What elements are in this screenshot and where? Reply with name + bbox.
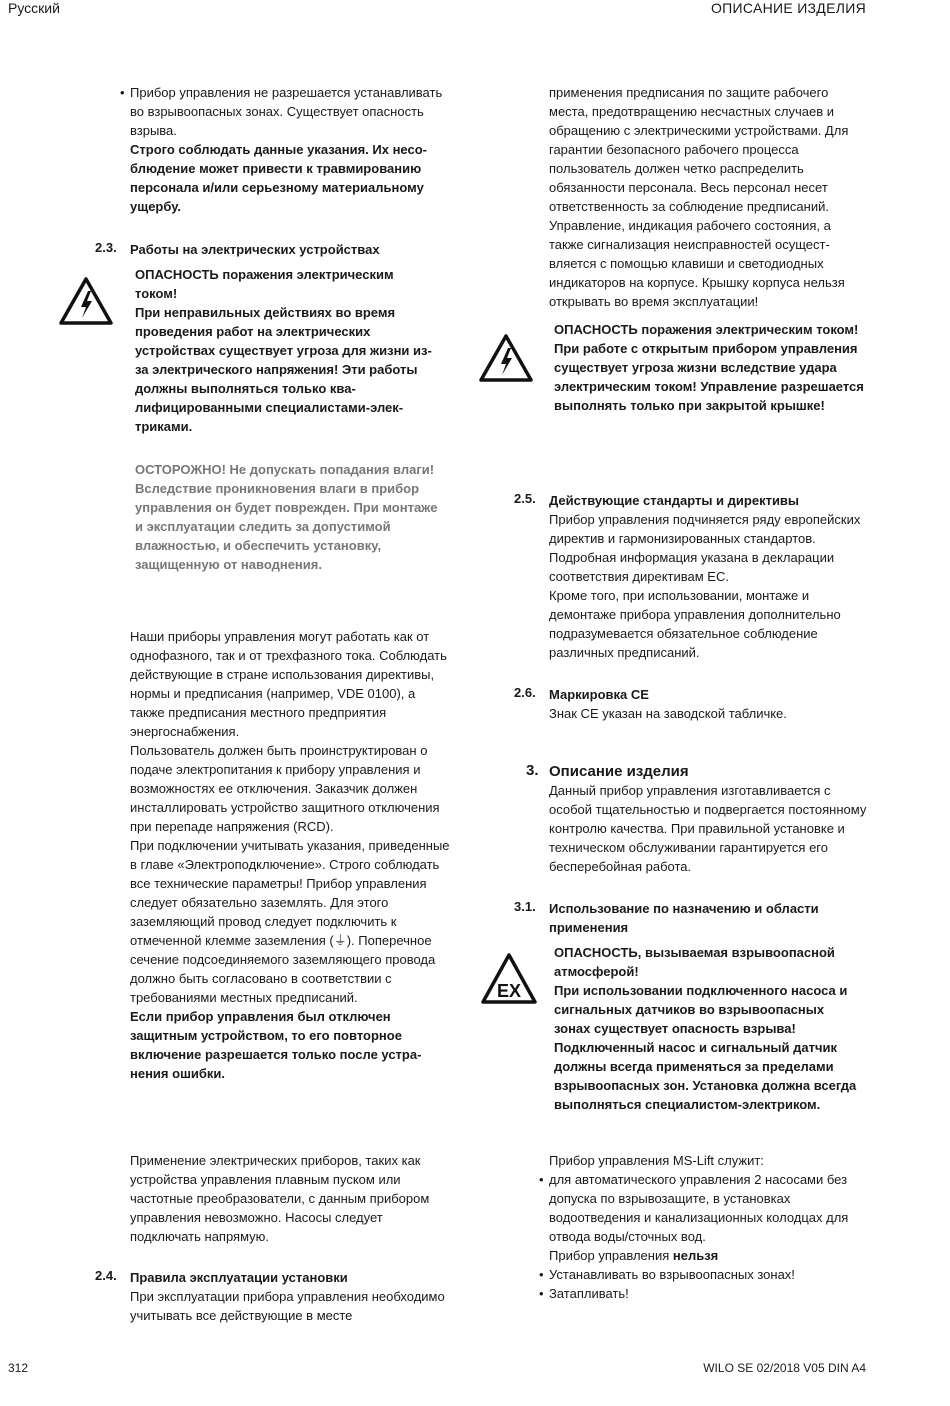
section-number-3-1: 3.1. [514,899,536,914]
header-language: Русский [8,0,60,16]
section-title-2-4: Правила эксплуатации установки [130,1270,348,1285]
paragraph: Прибор управления MS-Lift служит: [549,1153,764,1168]
section-title-2-3: Работы на электрических устройствах [130,242,380,257]
caution-moisture-text: ОСТОРОЖНО! Не допускать попадания влаги! Вследствие проникновения влаги в прибор управления он будет поврежден. При монтаже и эксплуатации следить за допустимой влажностью, и обеспечить установку, защищенную от наводнения. [135,462,438,572]
section-number-3: 3. [526,762,539,779]
section-2-5-block [549,491,869,662]
left-body-block [130,627,450,1083]
paragraph: Знак CE указан на заводской табличке. [549,706,787,721]
electric-hazard-icon [478,333,534,383]
section-3-block [549,762,869,876]
danger-electric-shock-text: ОПАСНОСТЬ поражения электрическим током! При работе с открытым прибором управления существует угроза жизни вследствие удара электрическим током! Управление разрешается выполнять только при закрытой крышке! [554,322,864,413]
section-title-2-5: Действующие стандарты и директивы [549,493,800,508]
paragraph: Данный прибор управления изготавливается с особой тщательностью и подвергается постоянному контролю качества. При правильной установке и техническом обслуживании гарантируется его бесперебойная работа. [549,783,867,874]
page-number: 312 [8,1361,29,1375]
paragraph: Пользователь должен быть проинструктирован о подаче электропитания к прибору управления и возможностях ее отключения. Заказчик должен инсталлировать устройство защитного отключения при перепаде напряжения (RCD). [130,743,440,834]
paragraph: При эксплуатации прибора управления необходимо учитывать все действующие в месте [130,1289,445,1323]
paragraph: Управление, индикация рабочего состояния, а также сигнализация неисправностей осуществляется с помощью клавиши и светодиодных индикаторов на корпусе. Крышку корпуса нельзя открывать во время эксплуатации! [549,218,845,309]
section-number-2-5: 2.5. [514,491,536,506]
list-item: • Затапливать! [549,1284,869,1303]
forbidden-intro: Прибор управления нельзя [549,1248,719,1263]
paragraph: При подключении учитывать указания, приведенные в главе «Электроподключение». Строго соблюдать все технические параметры! Прибор управления следует обязательно заземлять. Для этого заземляющий провод следует подключить к отмеченной клемме заземления (⏚). Поперечное сечение подсоединяемого заземляющего провода должно быть согласовано в соответствии с требованиями местных предписаний. [130,838,450,1005]
ex-label: EX [496,981,522,1001]
section-title-3: Описание изделия [549,763,689,780]
danger-explosive-atmosphere-text: ОПАСНОСТЬ, вызываемая взрывоопасной атмосферой! При использовании подключенного насоса и сигнальных датчиков во взрывоопасных зонах существует опасность взрыва! Подключенный насос и сигнальный датчик должны всегда применяться за пределами взрывоопасных зон. Установка должна всегда выполняться специалистом-электриком. [554,945,857,1112]
section-2-6-block [549,685,869,723]
list-item: • Прибор управления не разрешается устанавливать во взрывоопасных зонах. Существует опасность взрыва. [130,83,450,140]
paragraph: Кроме того, при использовании, монтаже и демонтаже прибора управления дополнительно подразумевается обязательное соблюдение различных предписаний. [549,588,841,660]
list-item: • Устанавливать во взрывоопасных зонах! [549,1265,869,1284]
paragraph: применения предписания по защите рабочего места, предотвращению несчастных случаев и обращению с электрическими устройствами. Для гарантии безопасного рабочего процесса пользователь должен четко распределить обязанности персонала. Весь персонал несет ответственность за соблюдение предписаний. [549,85,849,214]
section-title-3-1: Использование по назначению и области применения [549,901,819,935]
list-item: • для автоматического управления 2 насосами без допуска по взрывозащите, в установках водоотведения и канализационных колодцах для отвода воды/сточных вод. [549,1170,869,1246]
bold-paragraph: Если прибор управления был отключен защитным устройством, то его повторное включение разрешается только после устранения ошибки. [130,1009,422,1081]
section-number-2-6: 2.6. [514,685,536,700]
footer-document-id: WILO SE 02/2018 V05 DIN A4 [703,1361,866,1375]
usage-block [549,1151,869,1303]
explosion-hazard-icon [480,952,538,1006]
bold-warning-text: Строго соблюдать данные указания. Их несоблюдение может привести к травмированию персонала и/или серьезному материальному ущербу. [130,142,427,214]
section-number-2-4: 2.4. [95,1268,117,1283]
paragraph: Наши приборы управления могут работать как от однофазного, так и от трехфазного тока. Соблюдать действующие в стране использования директивы, нормы и предписания (например, VDE 0100), а также предписания местного предприятия энергоснабжения. [130,629,447,739]
right-cont-block [549,83,869,311]
section-number-2-3: 2.3. [95,240,117,255]
section-title-2-6: Маркировка CE [549,687,649,702]
header-section-title: ОПИСАНИЕ ИЗДЕЛИЯ [710,0,866,16]
section-2-4-block [130,1268,450,1325]
danger-electric-shock-text: ОПАСНОСТЬ поражения электрическим током! При неправильных действиях во время проведения работ на электрических устройствах существует угроза для жизни из-за электрического напряжения! Эти работы должны выполняться только квалифицированными специалистами-электриками. [135,267,432,434]
left-bullet-block [130,83,450,216]
paragraph: Прибор управления подчиняется ряду европейских директив и гармонизированных стандартов. Подробная информация указана в декларации соответствия директивам ЕС. [549,512,861,584]
electric-hazard-icon [58,276,114,326]
paragraph: Применение электрических приборов, таких как устройства управления плавным пуском или частотные преобразователи, с данным прибором управления невозможно. Насосы следует подключать напрямую. [130,1153,430,1244]
